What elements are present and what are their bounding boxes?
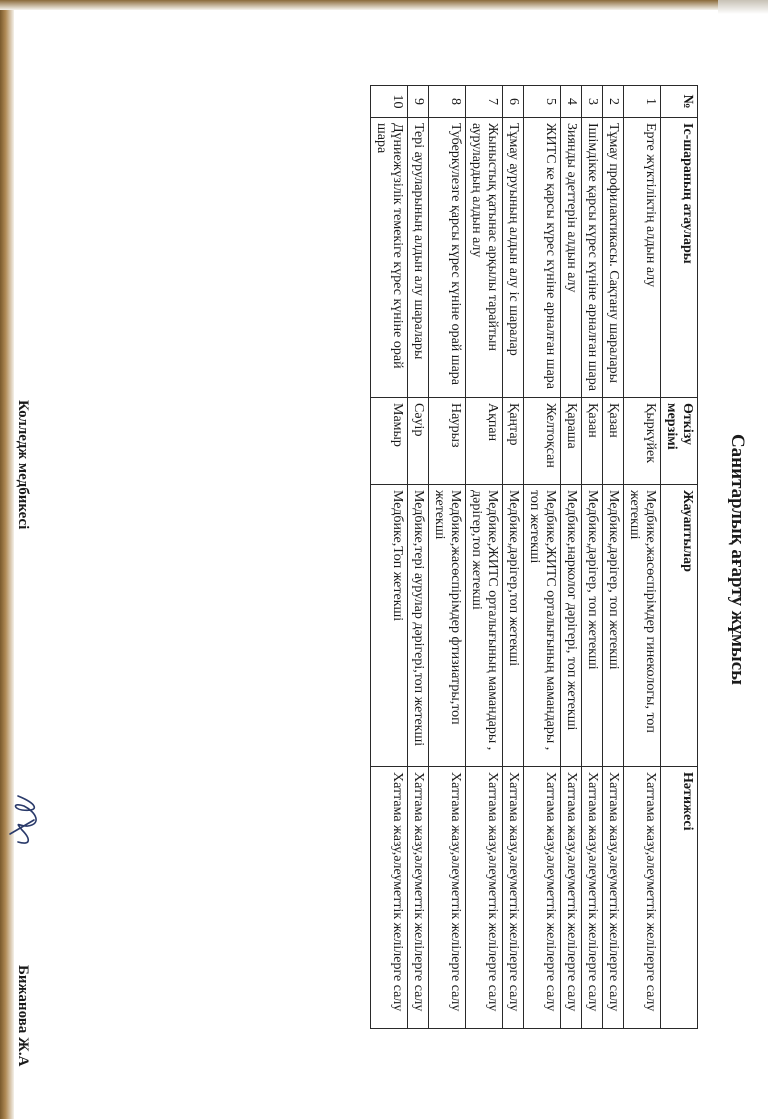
header-event-name: Іс-шараның атаулары	[661, 118, 698, 398]
row-event: Тері ауруларының алдын алу шаралары	[408, 118, 429, 398]
row-responsible: Медбике,Топ жетекші	[371, 485, 408, 767]
row-number: 3	[582, 86, 603, 118]
table-row	[371, 86, 408, 1029]
table-row	[561, 86, 582, 1029]
header-result: Нәтижесі	[661, 767, 698, 1029]
signer-position: Колледж медбикесі	[15, 400, 31, 530]
row-responsible: Медбике,дәрігер, топ жетекші	[582, 485, 603, 767]
row-time: Мамыр	[371, 398, 408, 485]
row-number: 5	[524, 86, 561, 118]
row-responsible: Медбике,жасөспірімдер гинекологы, топ жетекші	[624, 485, 661, 767]
row-number: 7	[466, 86, 503, 118]
row-responsible: Медбике,дәрігер,топ жетекші	[503, 485, 524, 767]
row-result: Хаттама жазу,әлеуметтік желілерге салу	[561, 767, 582, 1029]
row-time: Қазан	[603, 398, 624, 485]
row-event: Туберкулезге қарсы күрес күніне орай шара	[429, 118, 466, 398]
row-result: Хаттама жазу,әлеуметтік желілерге салу	[408, 767, 429, 1029]
row-number: 2	[603, 86, 624, 118]
row-number: 1	[624, 86, 661, 118]
document-title: Санитарлық ағарту жұмысы	[727, 433, 748, 686]
header-number: №	[661, 86, 698, 118]
row-event: Тұмау ауруының алдын алу іс шаралар	[503, 118, 524, 398]
row-result: Хаттама жазу,әлеуметтік желілерге салу	[624, 767, 661, 1029]
row-time: Қараша	[561, 398, 582, 485]
row-number: 9	[408, 86, 429, 118]
row-result: Хаттама жазу,әлеуметтік желілерге салу	[503, 767, 524, 1029]
row-number: 8	[429, 86, 466, 118]
row-responsible: Медбике,тері аурулар дәрігері,топ жетекші	[408, 485, 429, 767]
row-event: Ерте жүктіліктің алдын алу	[624, 118, 661, 398]
row-event: Дүниежүзілік темекіге күрес күніне орай шара	[371, 118, 408, 398]
row-time: Наурыз	[429, 398, 466, 485]
row-time: Қазан	[582, 398, 603, 485]
row-time: Қыркүйек	[624, 398, 661, 485]
row-responsible: Медбике,дәрігер, топ жетекші	[603, 485, 624, 767]
table-row	[503, 86, 524, 1029]
table-row	[466, 86, 503, 1029]
signature-icon	[4, 790, 48, 860]
signer-name: Бижанова Ж.А	[15, 965, 31, 1067]
row-result: Хаттама жазу,әлеуметтік желілерге салу	[429, 767, 466, 1029]
row-time: Сәуір	[408, 398, 429, 485]
events-table	[370, 85, 698, 1029]
table-row	[582, 86, 603, 1029]
header-time: Өткізу мерзімі	[661, 398, 698, 485]
row-responsible: Медбике,жасөспірімдер фтизиатры,топ жетекші	[429, 485, 466, 767]
row-number: 6	[503, 86, 524, 118]
table-header-row	[661, 86, 698, 1029]
row-event: Ішімдікке қарсы күрес күніне арналған шара	[582, 118, 603, 398]
row-result: Хаттама жазу,әлеуметтік желілерге салу	[582, 767, 603, 1029]
row-result: Хаттама жазу,әлеуметтік желілерге салу	[466, 767, 503, 1029]
row-result: Хаттама жазу,әлеуметтік желілерге салу	[371, 767, 408, 1029]
table-row	[624, 86, 661, 1029]
row-responsible: Медбике,ЖИТС орталығының мамандары , дәрігер,топ жетекші	[466, 485, 503, 767]
row-number: 10	[371, 86, 408, 118]
row-time: Желтоқсан	[524, 398, 561, 485]
row-event: Зиянды әдеттерін алдын алу	[561, 118, 582, 398]
row-event: ЖИТС ке қарсы күрес күніне арналған шара	[524, 118, 561, 398]
row-responsible: Медбике,нарколог дәрігері, топ жетекші	[561, 485, 582, 767]
row-result: Хаттама жазу,әлеуметтік желілерге салу	[524, 767, 561, 1029]
row-number: 4	[561, 86, 582, 118]
header-responsible: Жауаптылар	[661, 485, 698, 767]
table-row	[603, 86, 624, 1029]
row-responsible: Медбике,ЖИТС орталығының мамандары , топ жетекші	[524, 485, 561, 767]
table-row	[524, 86, 561, 1029]
table-row	[429, 86, 466, 1029]
table-row	[408, 86, 429, 1029]
row-time: Ақпан	[466, 398, 503, 485]
row-event: Тұмау профилактикасы. Сақтану шаралары	[603, 118, 624, 398]
row-time: Қаңтар	[503, 398, 524, 485]
row-event: Жыныстық қатынас арқылы тарайтын аурулардың алдын алу	[466, 118, 503, 398]
row-result: Хаттама жазу,әлеуметтік желілерге салу	[603, 767, 624, 1029]
